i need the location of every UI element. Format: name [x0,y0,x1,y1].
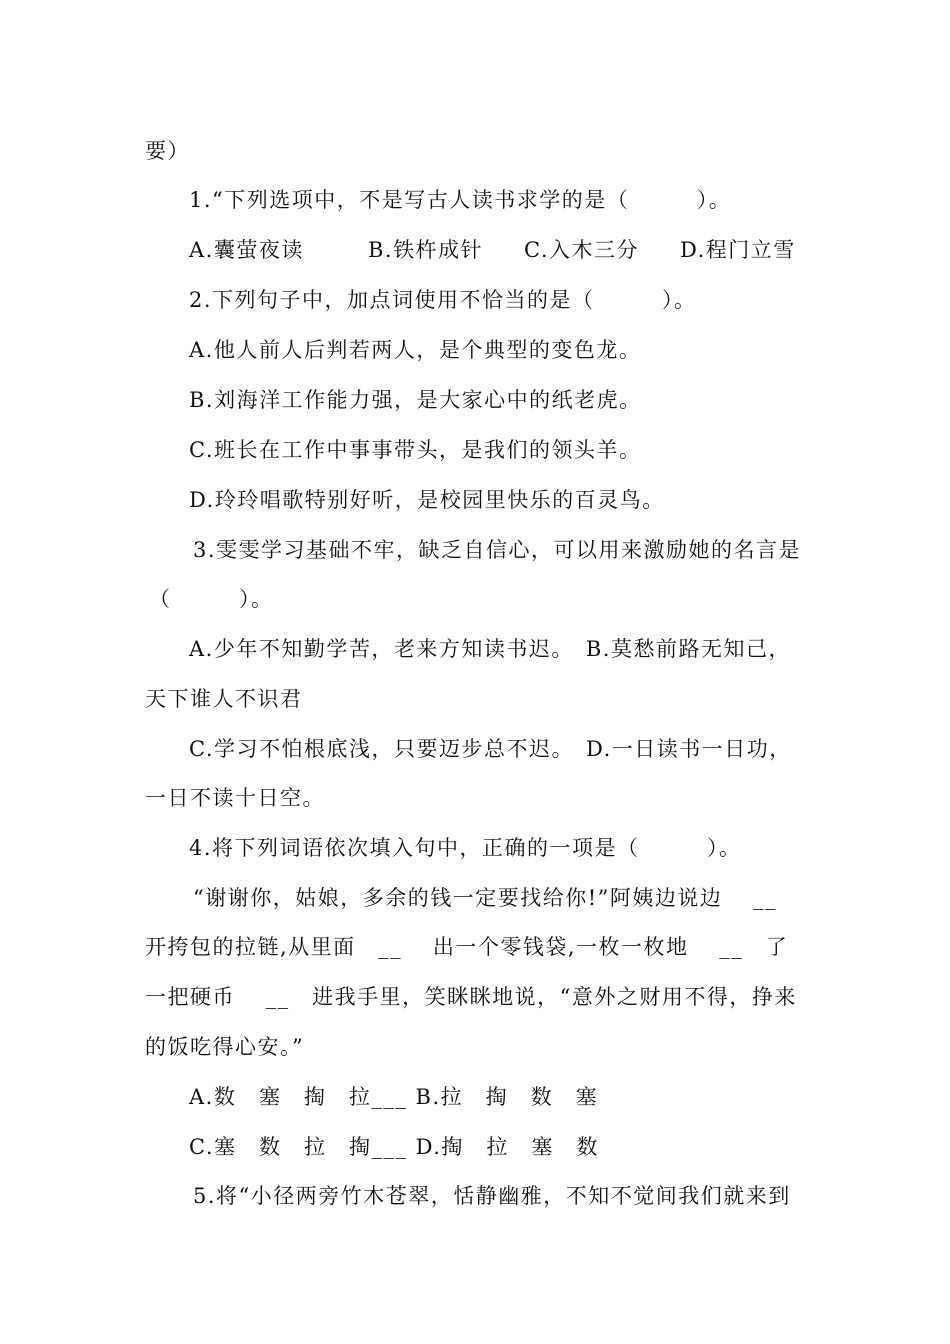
question-4-options-cd: C.塞 数 拉 掏___ D.掏 拉 塞 数 [189,1135,599,1159]
question-1-options [0,236,950,264]
option-d: D.程门立雪 [680,238,796,262]
question-2-option-a: A.他人前人后判若两人，是个典型的变色龙。 [189,338,642,362]
question-2-option-c: C.班长在工作中事事带头，是我们的领头羊。 [189,438,642,462]
question-4-passage-line-2: 开挎包的拉链,从里面 __ 出一个零钱袋,一枚一枚地 __ 了 [145,935,789,959]
text-line: 要） [145,139,190,163]
question-4-options-ab: A.数 塞 掏 拉___ B.拉 掏 数 塞 [189,1085,599,1109]
question-3-option-d-cont: 一日不读十日空。 [145,786,325,810]
question-3-options-cd: C.学习不怕根底浅，只要迈步总不迟。 D.一日读书一日功， [189,737,792,761]
question-3-options-ab: A.少年不知勤学苦，老来方知读书迟。 B.莫愁前路无知己， [189,637,791,661]
question-4: 4.将下列词语依次填入句中，正确的一项是（ ）。 [189,836,742,860]
question-2-option-d: D.玲玲唱歌特别好听，是校园里快乐的百灵鸟。 [189,488,665,512]
question-2-option-b: B.刘海洋工作能力强，是大家心中的纸老虎。 [189,388,642,412]
question-4-passage-line-1: “谢谢你，姑娘，多余的钱一定要找给你!”阿姨边说边 __ [193,886,778,910]
question-3-blank: （ ）。 [149,587,274,611]
question-3-option-b-cont: 天下谁人不识君 [145,687,303,711]
option-c: C.入木三分 [524,238,639,262]
option-a: A.囊萤夜读 [189,238,304,262]
question-4-passage-line-4: 的饭吃得心安。” [145,1035,305,1059]
question-4-passage-line-3: 一把硬币 __ 进我手里，笑眯眯地说，“意外之财用不得，挣来 [145,985,797,1009]
question-5: 5.将“小径两旁竹木苍翠，恬静幽雅，不知不觉间我们就来到 [193,1184,791,1208]
option-b: B.铁杵成针 [368,238,484,262]
question-2: 2.下列句子中，加点词使用不恰当的是（ ）。 [189,288,697,312]
question-3: 3.雯雯学习基础不牢，缺乏自信心，可以用来激励她的名言是 [193,538,802,562]
question-1: 1.“下列选项中，不是写古人读书求学的是（ ）。 [189,188,732,212]
